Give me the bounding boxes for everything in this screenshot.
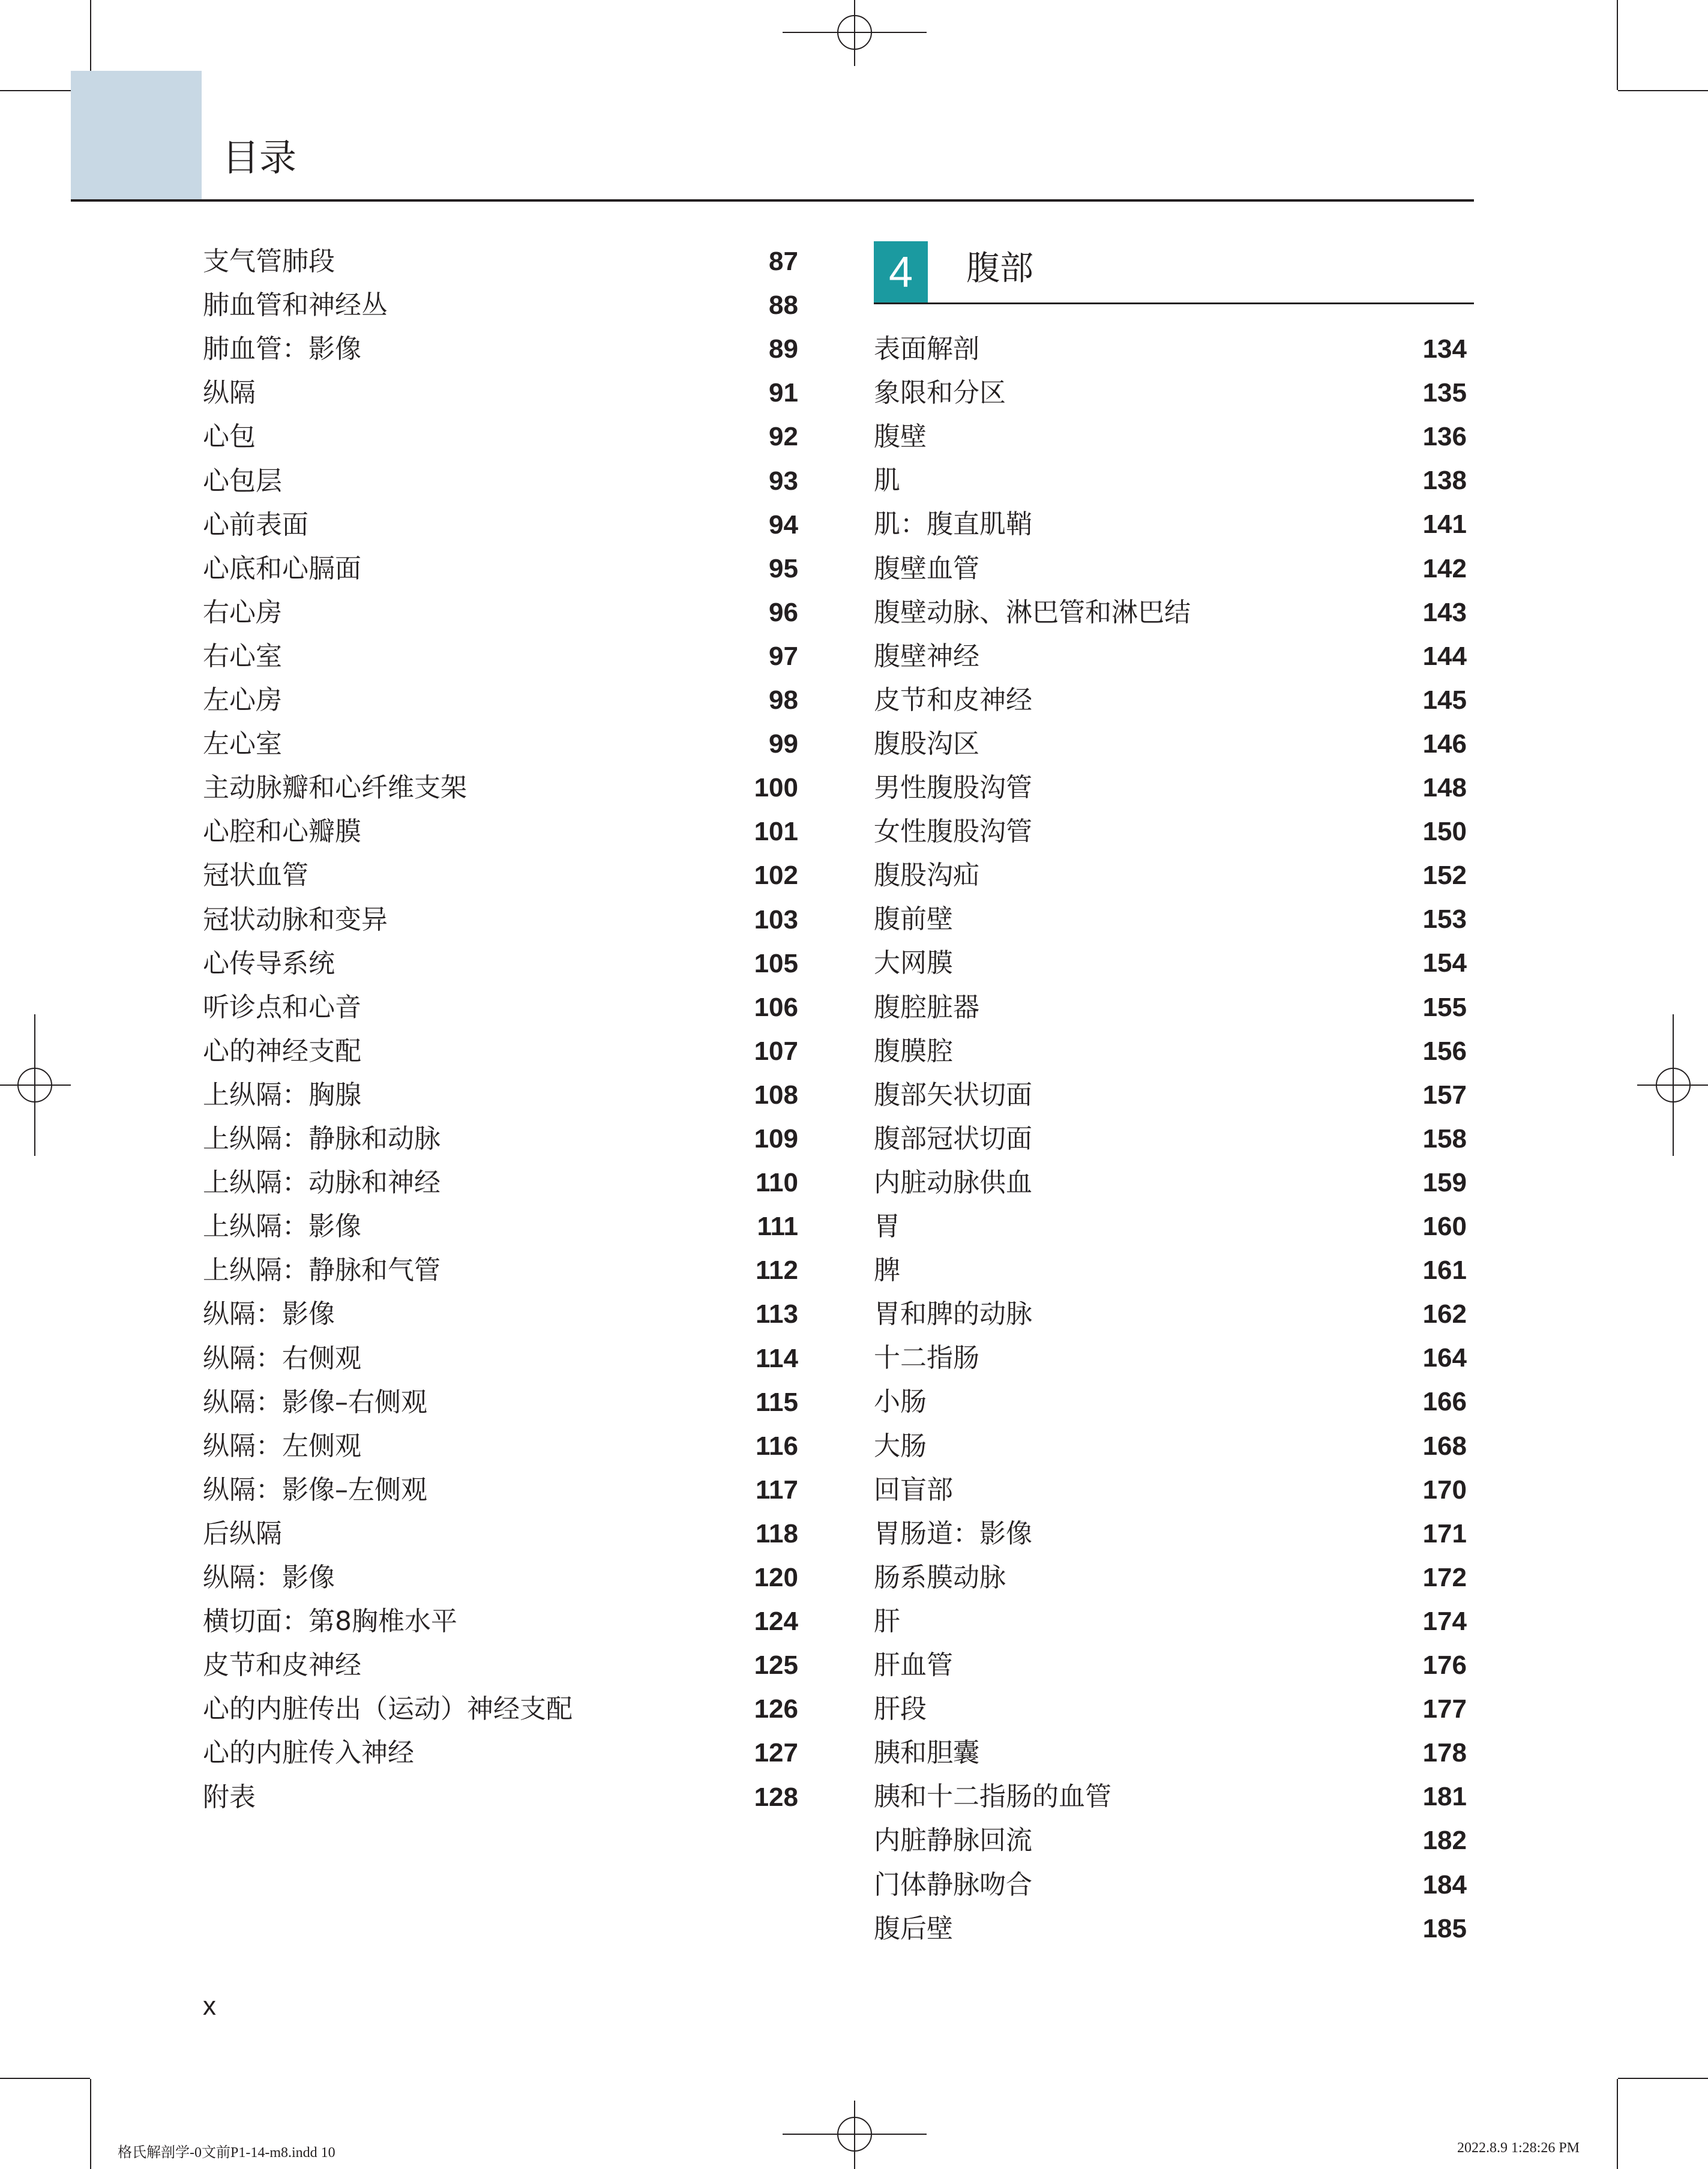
toc-entry-title: 腹膜腔 [874, 1035, 953, 1066]
toc-entry[interactable] [874, 1384, 1467, 1420]
toc-entry[interactable] [874, 1077, 1467, 1113]
toc-entry-title: 腹壁神经 [874, 640, 979, 672]
toc-entry-title: 腹壁血管 [874, 553, 979, 584]
toc-entry[interactable] [874, 858, 1467, 894]
toc-entry-title: 纵隔：影像 [203, 1562, 335, 1593]
toc-entry-page: 144 [1422, 641, 1467, 671]
toc-entry-title: 心包层 [203, 465, 282, 496]
toc-entry[interactable] [203, 682, 798, 718]
toc-entry[interactable] [203, 1077, 798, 1113]
toc-entry-title: 胰和胆囊 [874, 1737, 979, 1769]
toc-entry[interactable] [874, 770, 1467, 806]
toc-entry[interactable] [874, 1867, 1467, 1903]
toc-entry-page: 92 [769, 422, 798, 452]
toc-entry-page: 155 [1422, 992, 1467, 1022]
toc-entry-page: 178 [1422, 1738, 1467, 1768]
toc-entry-title: 小肠 [874, 1386, 927, 1418]
toc-entry-page: 99 [769, 729, 798, 759]
toc-entry-page: 146 [1422, 729, 1467, 759]
toc-entry-page: 142 [1422, 553, 1467, 583]
toc-entry[interactable] [203, 1341, 798, 1377]
toc-entry[interactable] [874, 639, 1467, 675]
toc-entry[interactable] [874, 507, 1467, 543]
toc-entry-title: 肝血管 [874, 1650, 953, 1680]
toc-entry[interactable] [874, 901, 1467, 937]
toc-entry-page: 118 [756, 1518, 798, 1548]
toc-entry-title: 冠状血管 [203, 860, 308, 891]
toc-entry-title: 女性腹股沟管 [874, 816, 1032, 847]
toc-entry-page: 143 [1422, 597, 1467, 627]
toc-entry[interactable] [874, 1033, 1467, 1069]
toc-entry-title: 心包 [203, 421, 256, 453]
toc-entry[interactable] [203, 726, 798, 762]
toc-entry[interactable] [203, 1385, 798, 1421]
toc-entry[interactable] [203, 1779, 798, 1816]
toc-entry[interactable] [203, 375, 798, 411]
toc-entry-title: 心的神经支配 [203, 1035, 361, 1066]
toc-entry-page: 159 [1422, 1167, 1467, 1197]
toc-entry-page: 89 [769, 334, 798, 364]
toc-entry-title: 皮节和皮神经 [874, 684, 1032, 715]
toc-entry-title: 纵隔：影像–右侧观 [203, 1386, 427, 1418]
toc-entry-title: 上纵隔：静脉和气管 [203, 1255, 441, 1286]
toc-entry-title: 腹后壁 [874, 1913, 953, 1944]
toc-entry[interactable] [874, 1560, 1467, 1596]
toc-entry-title: 象限和分区 [874, 378, 1006, 409]
toc-entry-title: 肺血管：影像 [203, 334, 361, 365]
toc-entry-title: 上纵隔：静脉和动脉 [203, 1124, 441, 1154]
toc-entry[interactable] [203, 287, 798, 323]
toc-entry[interactable] [874, 1647, 1467, 1683]
chapter-title: 腹部 [966, 249, 1033, 288]
toc-entry-title: 横切面：第8胸椎水平 [203, 1606, 457, 1637]
toc-entry-title: 支气管肺段 [203, 246, 335, 277]
toc-entry-page: 126 [754, 1694, 798, 1724]
toc-entry-title: 心前表面 [203, 509, 308, 540]
toc-entry-page: 94 [769, 510, 798, 540]
toc-entry[interactable] [874, 1516, 1467, 1552]
toc-entry-title: 心底和心膈面 [203, 553, 361, 584]
toc-entry-title: 肝段 [874, 1694, 927, 1725]
toc-entry-page: 182 [1422, 1826, 1467, 1856]
toc-entry-page: 172 [1422, 1562, 1467, 1592]
toc-entry[interactable] [203, 1516, 798, 1552]
toc-entry-page: 127 [754, 1738, 798, 1768]
header-color-block [71, 71, 202, 199]
toc-entry-page: 134 [1422, 334, 1467, 364]
toc-entry[interactable] [874, 990, 1467, 1026]
toc-entry-title: 纵隔：左侧观 [203, 1430, 361, 1461]
toc-entry-page: 150 [1422, 817, 1467, 847]
toc-entry[interactable] [874, 1604, 1467, 1640]
toc-entry-page: 156 [1422, 1036, 1467, 1066]
toc-entry[interactable] [874, 726, 1467, 762]
toc-entry[interactable] [874, 595, 1467, 631]
toc-entry-title: 腹部矢状切面 [874, 1079, 1032, 1110]
toc-entry[interactable] [874, 1428, 1467, 1464]
toc-entry-title: 心传导系统 [203, 948, 335, 979]
toc-entry-title: 左心室 [203, 729, 282, 760]
toc-entry-title: 肌：腹直肌鞘 [874, 509, 1032, 540]
toc-entry-title: 左心房 [203, 685, 282, 715]
toc-entry-page: 116 [756, 1431, 798, 1461]
toc-entry-page: 176 [1422, 1650, 1467, 1680]
toc-entry-title: 表面解剖 [874, 334, 979, 364]
toc-entry[interactable] [203, 1735, 798, 1771]
toc-entry-page: 115 [756, 1387, 798, 1417]
page-title: 目录 [222, 136, 297, 179]
toc-entry[interactable] [874, 1823, 1467, 1859]
toc-entry-page: 96 [769, 597, 798, 627]
toc-entry[interactable] [874, 1253, 1467, 1289]
toc-entry-page: 154 [1422, 948, 1467, 978]
toc-entry-page: 157 [1422, 1080, 1467, 1110]
toc-entry[interactable] [203, 595, 798, 631]
toc-entry[interactable] [203, 639, 798, 675]
toc-entry-page: 105 [754, 948, 798, 978]
toc-entry[interactable] [874, 1691, 1467, 1727]
toc-entry-page: 95 [769, 553, 798, 583]
toc-entry[interactable] [203, 814, 798, 850]
toc-entry-title: 肺血管和神经丛 [203, 290, 388, 321]
toc-entry-page: 120 [754, 1563, 798, 1592]
toc-entry-title: 脾 [874, 1255, 900, 1286]
toc-entry[interactable] [203, 990, 798, 1026]
toc-entry-title: 主动脉瓣和心纤维支架 [203, 772, 467, 804]
toc-entry-page: 141 [1422, 510, 1467, 540]
toc-entry-title: 大肠 [874, 1430, 927, 1461]
toc-entry-title: 十二指肠 [874, 1343, 979, 1374]
toc-entry-title: 腹腔脏器 [874, 991, 979, 1023]
toc-entry-title: 心腔和心瓣膜 [203, 816, 361, 847]
toc-entry-page: 110 [756, 1168, 798, 1198]
print-slug-timestamp: 2022.8.9 1:28:26 PM [1457, 2140, 1580, 2156]
toc-entry-page: 174 [1422, 1606, 1467, 1636]
toc-entry-page: 135 [1422, 378, 1467, 408]
toc-entry-page: 181 [1422, 1782, 1467, 1812]
toc-entry-title: 腹壁 [874, 421, 927, 453]
toc-entry-page: 124 [754, 1607, 798, 1637]
toc-entry[interactable] [203, 1604, 798, 1640]
toc-entry[interactable] [203, 770, 798, 806]
toc-entry[interactable] [203, 1691, 798, 1727]
toc-entry-title: 肌 [874, 465, 900, 496]
toc-entry[interactable] [203, 551, 798, 587]
toc-entry[interactable] [874, 1779, 1467, 1815]
toc-entry-page: 106 [754, 992, 798, 1022]
toc-entry[interactable] [874, 551, 1467, 587]
toc-entry[interactable] [203, 1428, 798, 1464]
toc-entry[interactable] [203, 1253, 798, 1289]
toc-entry-page: 88 [769, 290, 798, 320]
toc-entry-page: 111 [757, 1212, 798, 1242]
toc-entry-title: 内脏静脉回流 [874, 1825, 1032, 1856]
toc-entry-page: 184 [1422, 1870, 1467, 1900]
toc-entry-title: 皮节和皮神经 [203, 1650, 361, 1681]
toc-entry-title: 右心室 [203, 640, 282, 672]
toc-entry-title: 回盲部 [874, 1474, 953, 1505]
toc-entry-title: 胰和十二指肠的血管 [874, 1781, 1111, 1813]
toc-entry-page: 152 [1422, 861, 1467, 891]
toc-entry[interactable] [874, 1735, 1467, 1771]
toc-entry[interactable] [203, 1296, 798, 1332]
toc-entry-page: 91 [769, 378, 798, 408]
toc-entry-title: 听诊点和心音 [203, 991, 361, 1023]
toc-entry-page: 100 [754, 773, 798, 803]
toc-entry-title: 腹壁动脉、淋巴管和淋巴结 [874, 597, 1191, 628]
toc-entry-page: 102 [754, 861, 798, 891]
toc-entry-page: 166 [1422, 1387, 1467, 1417]
toc-entry[interactable] [203, 1209, 798, 1245]
toc-entry-page: 177 [1422, 1694, 1467, 1724]
toc-entry[interactable] [874, 1209, 1467, 1245]
toc-entry-page: 117 [756, 1475, 798, 1505]
toc-entry-page: 158 [1422, 1124, 1467, 1154]
toc-entry[interactable] [874, 682, 1467, 718]
toc-entry-title: 心的内脏传入神经 [203, 1737, 414, 1769]
toc-entry-title: 胃 [874, 1211, 900, 1242]
toc-entry-title: 纵隔 [203, 378, 256, 409]
toc-entry-title: 上纵隔：动脉和神经 [203, 1167, 441, 1199]
toc-entry-page: 185 [1422, 1913, 1467, 1943]
toc-entry-page: 97 [769, 641, 798, 671]
toc-entry-page: 109 [754, 1124, 798, 1154]
toc-entry-title: 门体静脉吻合 [874, 1869, 1032, 1900]
toc-entry[interactable] [203, 1165, 798, 1201]
toc-entry-title: 男性腹股沟管 [874, 772, 1032, 803]
toc-entry-title: 肝 [874, 1605, 900, 1637]
toc-entry[interactable] [874, 1296, 1467, 1332]
toc-entry[interactable] [874, 1165, 1467, 1201]
toc-entry-page: 101 [754, 817, 798, 847]
toc-entry[interactable] [203, 1560, 798, 1596]
print-slug-file: 格氏解剖学-0文前P1-14-m8.indd 10 [118, 2145, 335, 2161]
toc-entry-title: 内脏动脉供血 [874, 1167, 1032, 1198]
toc-entry-title: 附表 [203, 1781, 256, 1813]
toc-entry-page: 168 [1422, 1431, 1467, 1461]
chapter-rule [874, 302, 1474, 304]
toc-entry-page: 112 [756, 1256, 798, 1286]
toc-entry[interactable] [203, 858, 798, 894]
toc-entry-page: 87 [769, 247, 798, 276]
toc-entry-page: 108 [754, 1080, 798, 1110]
toc-entry[interactable] [874, 945, 1467, 981]
toc-entry-page: 145 [1422, 685, 1467, 715]
toc-entry-title: 后纵隔 [203, 1518, 282, 1549]
toc-entry-title: 肠系膜动脉 [874, 1562, 1006, 1593]
toc-entry-title: 腹前壁 [874, 904, 953, 935]
toc-entry-title: 纵隔：影像 [203, 1299, 335, 1330]
toc-entry[interactable] [874, 1472, 1467, 1508]
toc-entry[interactable] [874, 331, 1467, 367]
toc-entry-page: 98 [769, 685, 798, 715]
toc-entry[interactable] [874, 1121, 1467, 1157]
toc-entry[interactable] [203, 419, 798, 455]
toc-entry-title: 上纵隔：胸腺 [203, 1079, 361, 1110]
toc-entry-title: 冠状动脉和变异 [203, 904, 388, 935]
toc-entry-page: 136 [1422, 422, 1467, 452]
toc-entry[interactable] [203, 244, 798, 280]
toc-entry[interactable] [874, 375, 1467, 411]
toc-entry-page: 125 [754, 1650, 798, 1680]
toc-entry-page: 93 [769, 466, 798, 496]
toc-entry-page: 114 [756, 1343, 798, 1373]
toc-entry-title: 右心房 [203, 597, 282, 628]
toc-entry-page: 170 [1422, 1475, 1467, 1505]
toc-entry-title: 腹部冠状切面 [874, 1123, 1032, 1154]
toc-entry-title: 腹股沟疝 [874, 860, 979, 891]
toc-entry-title: 纵隔：影像–左侧观 [203, 1474, 427, 1505]
toc-entry-page: 161 [1422, 1256, 1467, 1286]
toc-entry-title: 纵隔：右侧观 [203, 1343, 361, 1374]
toc-entry[interactable] [203, 1121, 798, 1157]
toc-entry[interactable] [203, 463, 798, 499]
toc-entry[interactable] [874, 1340, 1467, 1376]
toc-entry[interactable] [203, 331, 798, 367]
toc-entry-page: 171 [1422, 1518, 1467, 1548]
toc-entry-title: 上纵隔：影像 [203, 1211, 361, 1242]
chapter-number-badge: 4 [874, 241, 928, 304]
toc-entry-title: 心的内脏传出（运动）神经支配 [203, 1694, 573, 1725]
toc-entry[interactable] [874, 1911, 1467, 1947]
toc-entry-title: 胃和脾的动脉 [874, 1299, 1032, 1330]
toc-entry-page: 162 [1422, 1299, 1467, 1329]
toc-entry-page: 160 [1422, 1212, 1467, 1241]
toc-entry-page: 103 [754, 904, 798, 934]
toc-entry-page: 128 [754, 1782, 798, 1812]
toc-entry-page: 164 [1422, 1343, 1467, 1373]
toc-entry[interactable] [203, 1647, 798, 1683]
page-folio: x [203, 1991, 216, 2021]
toc-entry[interactable] [203, 1033, 798, 1069]
toc-entry[interactable] [203, 946, 798, 982]
toc-entry-title: 腹股沟区 [874, 728, 979, 759]
toc-entry[interactable] [874, 814, 1467, 850]
toc-entry-page: 148 [1422, 773, 1467, 802]
toc-entry-page: 138 [1422, 466, 1467, 496]
toc-entry[interactable] [203, 507, 798, 543]
toc-entry-title: 胃肠道：影像 [874, 1518, 1032, 1549]
toc-entry-page: 107 [754, 1036, 798, 1066]
toc-entry[interactable] [874, 419, 1467, 455]
toc-entry[interactable] [203, 902, 798, 938]
toc-entry-page: 113 [756, 1299, 798, 1329]
toc-entry-title: 大网膜 [874, 948, 953, 979]
header-rule [71, 199, 1474, 202]
toc-entry[interactable] [203, 1472, 798, 1508]
toc-entry-page: 153 [1422, 904, 1467, 934]
toc-entry[interactable] [874, 463, 1467, 499]
